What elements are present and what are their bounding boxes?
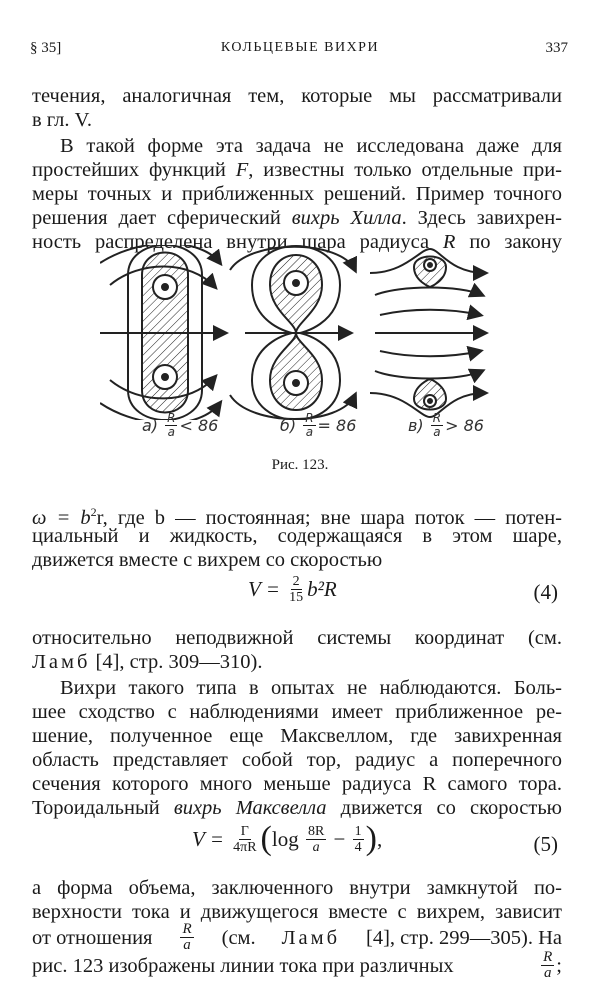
text-line: $\omega = b^2r$, где b — постоянная; вне шара поток — потен- <box>32 505 562 529</box>
text-line: ность распределена внутри шара радиуса R по закону <box>32 231 562 253</box>
ratio-fraction: $\frac{R}{a}$ <box>305 411 314 439</box>
subcaption-b: б) $\frac{R}{a}$ = 86 <box>280 411 357 439</box>
figure-caption: Рис. 123. <box>271 457 329 473</box>
text-line: верхности тока и движущегося вместе с вихрем, зависит <box>32 901 562 923</box>
text-line: меры точных и приближенных решений. Пример точного <box>32 183 562 205</box>
formula-5: V = $\frac{\Gamma}{4\pi R}$ ( log $\frac{8R}{a}$ − $\frac{1}{4}$ ) , (5) <box>192 820 558 857</box>
text-line: сечения которого много меньше радиуса R самого тора. <box>32 773 562 795</box>
text-line: рис. 123 изображены линии тока при различных $\frac{R}{a}$ ; <box>32 949 562 981</box>
text-line: В такой форме эта задача не исследована даже для <box>60 135 562 157</box>
text-line: простейших функций F, известны только отдельные при- <box>32 159 563 181</box>
text-line: Тороидальный вихрь Максвелла движется со скоростью <box>32 797 562 819</box>
panel-a-diagram <box>100 245 225 420</box>
ratio-fraction: $\frac{R}{a}$ <box>432 411 442 439</box>
subcaption-a: a) $\frac{R}{a}$ < 86 <box>142 411 219 439</box>
text-line: решения дает сферический вихрь Хилла. Здесь завихрен- <box>32 207 563 229</box>
figure-subcaptions <box>0 412 600 452</box>
subcaption-c: в) $\frac{R}{a}$ > 86 <box>408 411 484 439</box>
text-line: течения, аналогичная тем, которые мы рассматривали <box>32 85 562 107</box>
formula-4: V = $\frac{2}{15}$ b²R (4) <box>248 574 558 605</box>
ratio-fraction: $\frac{R}{a}$ <box>167 411 176 439</box>
text-line: циальный и жидкость, содержащаяся в этом шаре, <box>32 525 562 547</box>
text-line: Вихри такого типа в опытах не наблюдаются. Боль- <box>60 677 562 699</box>
page-number: 337 <box>545 40 568 56</box>
equation-number: (5) <box>533 832 558 856</box>
text-line: относительно неподвижной системы координат (см. <box>32 627 562 649</box>
text-line: а форма объема, заключенного внутри замкнутой по- <box>32 877 562 899</box>
text-line: в гл. V. <box>32 109 92 131</box>
equation-number: (4) <box>533 580 558 604</box>
text-line: шее сходство с наблюдениями имеет приближенное ре- <box>32 701 562 723</box>
section-marker: § 35] <box>30 40 62 56</box>
text-line: движется вместе с вихрем со скоростью <box>32 549 383 571</box>
text-line: шение, полученное еще Максвеллом, где завихренная <box>32 725 562 747</box>
text-line: область представляет собой тор, радиус a поперечного <box>32 749 562 771</box>
panel-c-diagram <box>370 249 485 417</box>
text-line: Ламб [4], стр. 309—310). <box>32 651 263 673</box>
running-title: КОЛЬЦЕВЫЕ ВИХРИ <box>220 40 380 55</box>
panel-b-diagram <box>230 246 355 420</box>
streamline-figure <box>100 245 490 420</box>
text-line: от отношения $\frac{R}{a}$ (см. Ламб [4], стр. 299—305). На <box>32 921 562 953</box>
